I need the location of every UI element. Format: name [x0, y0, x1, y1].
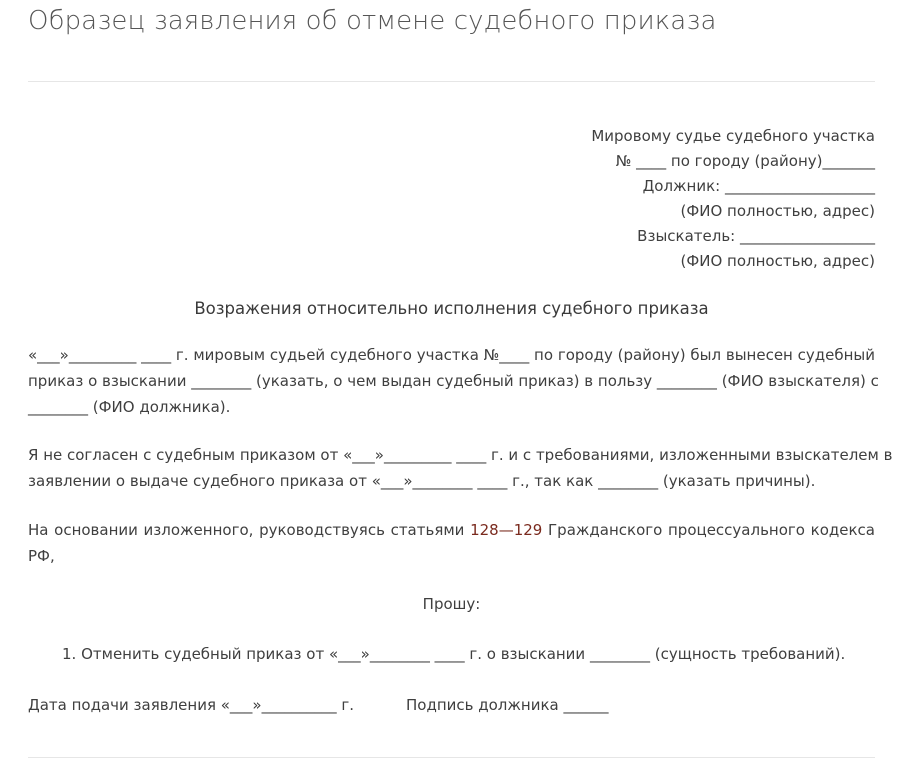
addressee-district-line: № ____ по городу (району)_______ [615, 152, 875, 170]
paragraph-line: РФ, [28, 547, 55, 565]
addressee-debtor-hint: (ФИО полностью, адрес) [680, 202, 875, 220]
bottom-divider [28, 757, 875, 758]
paragraph-line: ________ (ФИО должника). [28, 398, 231, 416]
request-label: Прошу: [422, 595, 481, 613]
paragraph-line: «___»_________ ____ г. мировым судьей судебного участка №____ по городу (району) был вынесен судебный [28, 346, 875, 364]
legal-basis-text: На основании изложенного, руководствуясь статьями [28, 521, 465, 539]
addressee-debtor-line: Должник: ____________________ [642, 177, 875, 195]
title-divider [28, 81, 875, 82]
addressee-claimant-line: Взыскатель: __________________ [637, 227, 875, 245]
addressee-block [591, 124, 875, 274]
page-title: Образец заявления об отмене судебного приказа [28, 6, 717, 36]
code-articles-link[interactable]: 128—129 [470, 521, 543, 539]
addressee-claimant-hint: (ФИО полностью, адрес) [680, 252, 875, 270]
debtor-signature-line: Подпись должника ______ [406, 696, 609, 714]
filing-date-line: Дата подачи заявления «___»__________ г. [28, 696, 355, 714]
paragraph-line: Я не согласен с судебным приказом от «___»_________ ____ г. и с требованиями, изложенными взыскателем в [28, 446, 893, 464]
paragraph-line [28, 517, 875, 543]
legal-basis-text-end: Гражданского процессуального кодекса [548, 521, 875, 539]
paragraph-line: заявлении о выдаче судебного приказа от «___»________ ____ г., так как ________ (указать причины). [28, 472, 816, 490]
addressee-judge-line: Мировому судье судебного участка [591, 127, 875, 145]
paragraph-disagreement [28, 442, 893, 494]
request-item-1: 1. Отменить судебный приказ от «___»________ ____ г. о взыскании ________ (сущность требований). [62, 645, 846, 663]
paragraph-legal-basis [28, 517, 875, 569]
document-heading: Возражения относительно исполнения судебного приказа [194, 299, 709, 318]
paragraph-order-issued [28, 342, 879, 420]
paragraph-line: приказ о взыскании ________ (указать, о чем выдан судебный приказ) в пользу ________ (ФИО взыскателя) с [28, 372, 879, 390]
